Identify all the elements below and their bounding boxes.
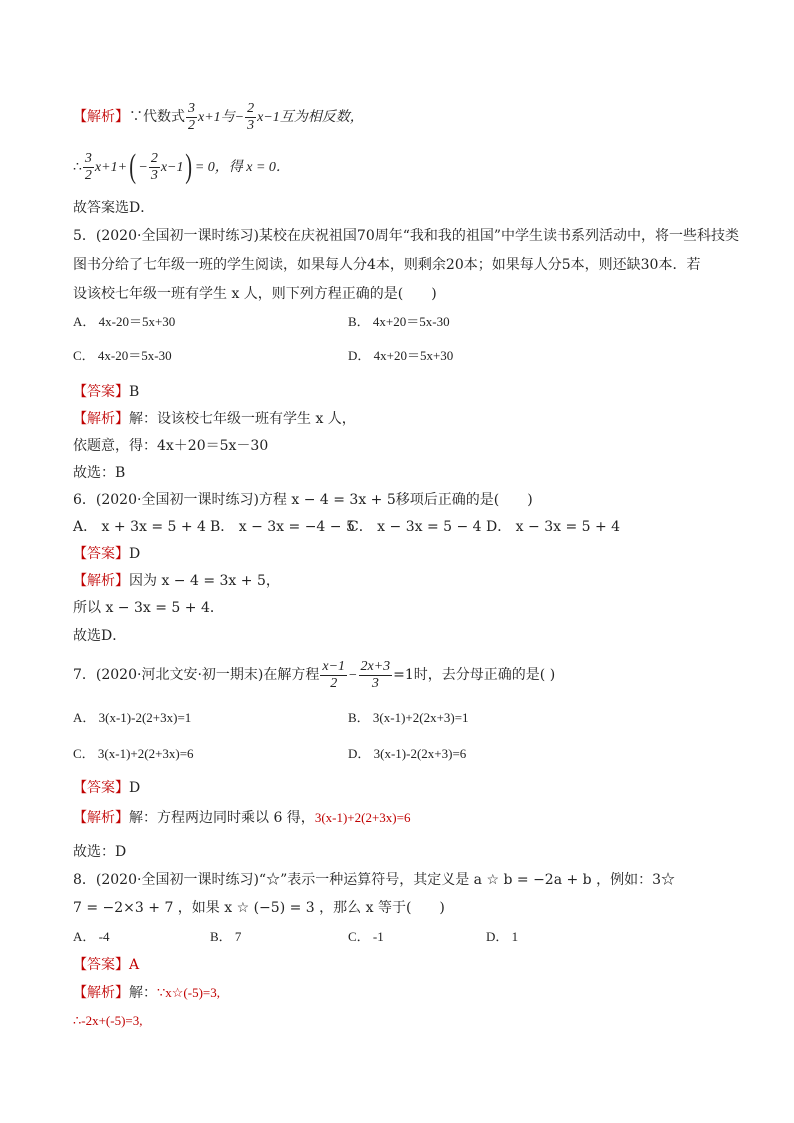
intro-parse-line — [73, 100, 364, 135]
parse-text: 解： — [129, 985, 157, 1001]
q6-answer — [73, 544, 140, 564]
q5-option-c: C． 4x-20＝5x-30 — [73, 348, 172, 363]
q5-option-a: A． 4x-20＝5x+30 — [73, 314, 176, 329]
q7-option-d: D． 3(x-1)-2(2x+3)=6 — [348, 746, 467, 761]
stem-text: =1时，去分母正确的是( ) — [393, 667, 556, 683]
expression: x+1与− — [198, 110, 245, 125]
expression: − — [138, 160, 148, 175]
parse-equation: ∵x☆(-5)=3, — [157, 985, 220, 1000]
fraction: $\frac{3}{2}$ — [188, 100, 195, 133]
q8-option-a: A． -4 — [73, 929, 110, 944]
minus-sign: − — [348, 668, 358, 683]
q6-option-c: C． x − 3x = 5 − 4 — [348, 519, 482, 535]
q5-option-b: B． 4x+20＝5x-30 — [348, 314, 450, 329]
q5-equation: 依题意，得：4x＋20＝5x－30 — [73, 438, 269, 454]
parse-label: 【解析】 — [73, 411, 129, 427]
q8-option-b: B． 7 — [210, 929, 242, 944]
q8-parse-step: ∴-2x+(-5)=3, — [73, 1013, 143, 1028]
q6-option-a: A． x + 3x = 5 + 4 — [73, 519, 206, 535]
q6-stem: 6．(2020·全国初一课时练习)方程 x − 4 = 3x + 5移项后正确的是( ) — [73, 492, 533, 508]
fraction: $\frac{2}{3}$ — [150, 150, 158, 183]
parse-label: 【解析】 — [73, 573, 129, 589]
answer-label: 【答案】 — [73, 546, 129, 562]
answer-value: A — [129, 957, 140, 973]
fraction: $\frac{2}{3}$ — [247, 100, 255, 133]
q8-option-d: D． 1 — [486, 929, 519, 944]
fraction: $\frac{2x+3}{3}$ — [360, 658, 391, 691]
fraction: $\frac{x-1}{2}$ — [322, 658, 346, 691]
q5-option-d: D． 4x+20＝5x+30 — [348, 348, 454, 363]
q5-stem-line2: 图书分给了七年级一班的学生阅读，如果每人分4本，则剩余20本；如果每人分5本，则还缺30本．若 — [73, 257, 701, 273]
parse-text: ∵代数式 — [129, 109, 185, 125]
q8-option-c: C． -1 — [348, 929, 384, 944]
intro-answer: 故答案选D． — [73, 200, 155, 216]
q7-option-a: A． 3(x-1)-2(2+3x)=1 — [73, 710, 192, 725]
answer-label: 【答案】 — [73, 957, 129, 973]
q5-parse — [73, 409, 356, 429]
q7-answer — [73, 778, 140, 798]
q8-stem-line2: 7 = −2×3 + 7 ，如果 x ☆ (−5) = 3 ，那么 x 等于( ) — [73, 900, 445, 916]
answer-label: 【答案】 — [73, 384, 129, 400]
q6-option-b: B． x − 3x = −4 − 5 — [210, 519, 355, 535]
q8-answer — [73, 955, 139, 975]
q7-stem — [73, 656, 555, 695]
left-paren: ( — [129, 148, 137, 185]
q7-option-c: C． 3(x-1)+2(2+3x)=6 — [73, 746, 194, 761]
q7-choose: 故选：D — [73, 844, 127, 860]
q6-option-d: D． x − 3x = 5 + 4 — [486, 519, 621, 535]
parse-equation: 3(x-1)+2(2+3x)=6 — [314, 810, 411, 825]
parse-text: 解：方程两边同时乘以 6 得， — [129, 810, 315, 826]
parse-text: 因为 x − 4 = 3x + 5， — [129, 573, 280, 589]
q5-answer — [73, 382, 139, 402]
q8-stem-line1: 8．(2020·全国初一课时练习)“☆”表示一种运算符号，其定义是 a ☆ b = −2a + b ，例如：3☆ — [73, 872, 675, 888]
parse-text: 解：设该校七年级一班有学生 x 人， — [129, 411, 356, 427]
parse-label: 【解析】 — [73, 109, 129, 125]
expression: x+1+ — [94, 160, 128, 175]
answer-value: D — [129, 780, 141, 796]
expression: x−1互为相反数， — [257, 110, 364, 125]
q7-parse — [73, 808, 410, 828]
answer-value: D — [129, 546, 141, 562]
therefore-symbol: ∴ — [73, 159, 82, 175]
intro-equation-line — [73, 148, 290, 187]
parse-label: 【解析】 — [73, 810, 129, 826]
expression: x−1 — [160, 160, 184, 175]
stem-text: 7．(2020·河北文安·初一期末)在解方程 — [73, 667, 320, 683]
q5-stem-line3: 设该校七年级一班有学生 x 人，则下列方程正确的是( ) — [73, 286, 437, 302]
right-paren: ) — [185, 148, 193, 185]
answer-value: B — [129, 384, 140, 400]
parse-label: 【解析】 — [73, 985, 129, 1001]
q6-result: 所以 x − 3x = 5 + 4． — [73, 600, 224, 616]
q8-parse — [73, 983, 220, 1003]
answer-label: 【答案】 — [73, 780, 129, 796]
expression: = 0，得 x = 0． — [194, 160, 290, 175]
q7-option-b: B． 3(x-1)+2(2x+3)=1 — [348, 710, 469, 725]
q6-parse — [73, 571, 280, 591]
q6-choose: 故选D． — [73, 628, 127, 644]
fraction: $\frac{3}{2}$ — [84, 150, 92, 183]
q5-stem-line1: 5．(2020·全国初一课时练习)某校在庆祝祖国70周年“我和我的祖国”中学生读书系列活动中，将一些科技类 — [73, 228, 740, 244]
q5-choose: 故选：B — [73, 465, 126, 481]
